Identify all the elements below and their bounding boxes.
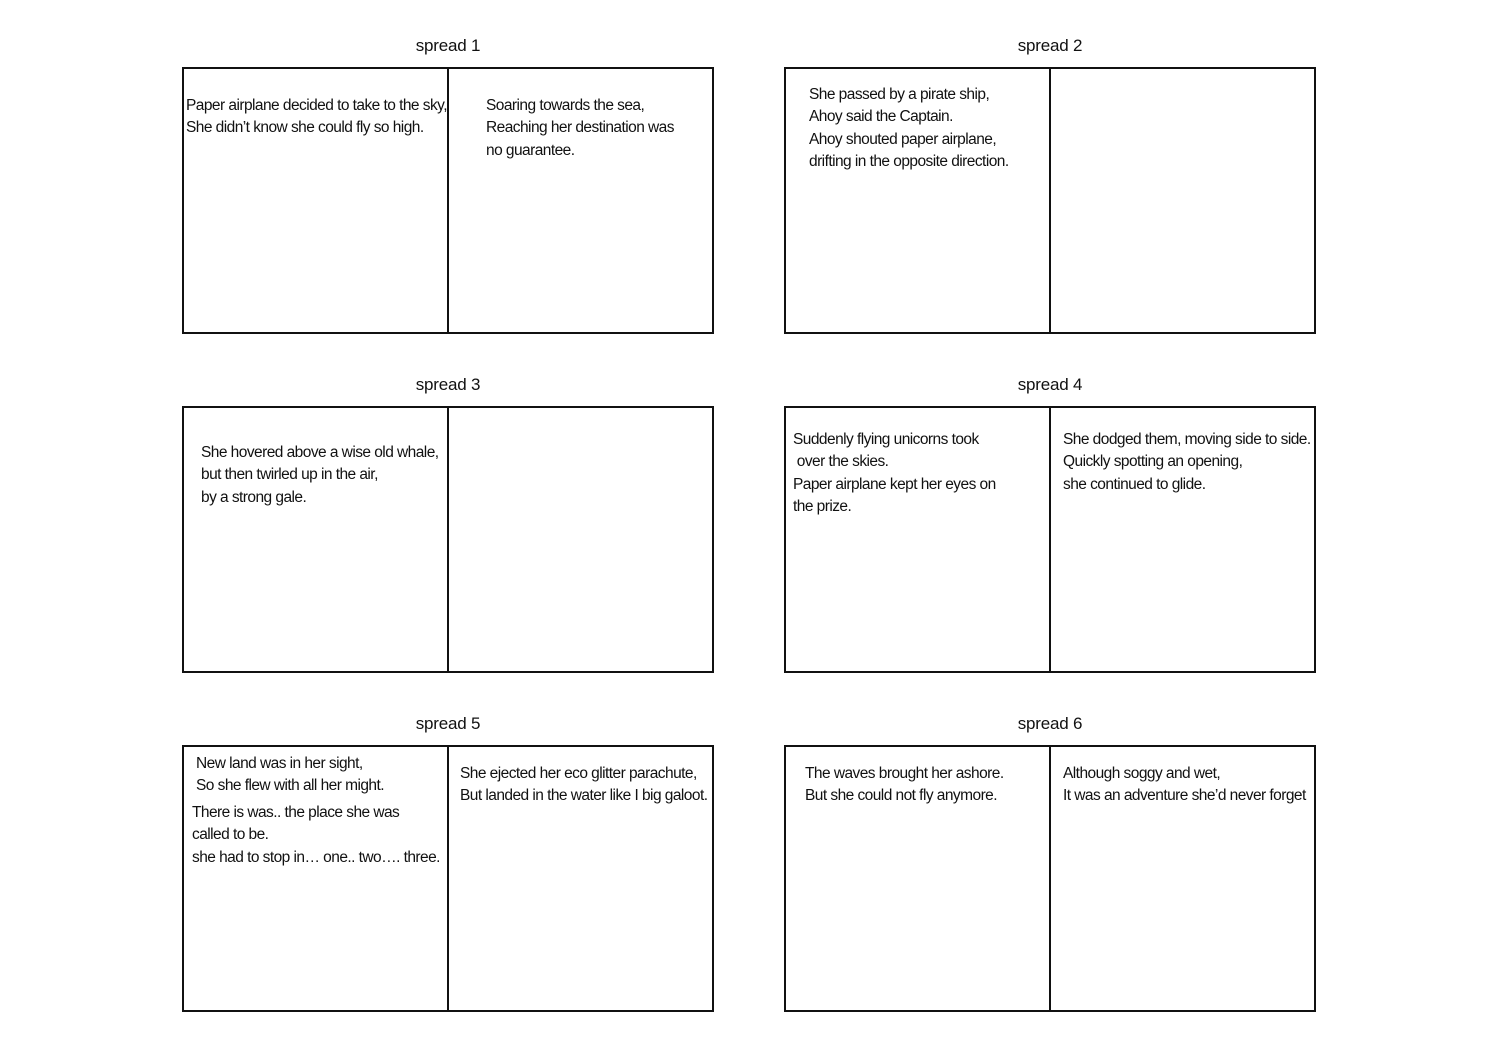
text-line: Although soggy and wet, [1063, 765, 1221, 782]
text-line: There is was.. the place she was [192, 804, 400, 821]
text-line: she continued to glide. [1063, 475, 1206, 493]
page-text [201, 442, 439, 509]
page-text [805, 763, 1004, 808]
text-line: drifting in the opposite direction. [809, 152, 1009, 170]
text-line: Quickly spotting an opening, [1063, 453, 1243, 471]
spread-box [182, 67, 714, 334]
text-line: Paper airplane decided to take to the sky, [186, 97, 447, 114]
spread-box [784, 406, 1316, 673]
left-page [786, 69, 1051, 332]
right-page [1051, 747, 1314, 1010]
left-page [184, 747, 449, 1010]
text-line: She ejected her eco glitter parachute, [460, 765, 697, 782]
left-page [184, 408, 449, 671]
text-line: She passed by a pirate ship, [809, 86, 990, 103]
text-line: But landed in the water like I big galoot. [460, 787, 708, 805]
right-page [449, 408, 712, 671]
page-text [1063, 763, 1306, 808]
text-line: She didn’t know she could fly so high. [186, 119, 424, 137]
left-page [786, 747, 1051, 1010]
spread-title: spread 1 [415, 36, 481, 55]
text-line: she had to stop in… one.. two…. three. [192, 848, 440, 866]
spread-box [784, 67, 1316, 334]
right-page [1051, 408, 1314, 671]
spread-title: spread 5 [415, 714, 481, 733]
spread-box [182, 745, 714, 1012]
page-text [809, 84, 1009, 173]
text-line: So she flew with all her might. [196, 777, 384, 795]
text-line: It was an adventure she’d never forget [1063, 787, 1306, 805]
right-page [449, 69, 712, 332]
page-text [192, 802, 440, 869]
text-line: Reaching her destination was [486, 119, 674, 137]
page-text [793, 429, 996, 518]
page-text [486, 95, 674, 162]
spread-box [784, 745, 1316, 1012]
text-line: Ahoy said the Captain. [809, 108, 953, 126]
spread-title: spread 3 [415, 375, 481, 394]
text-line: Ahoy shouted paper airplane, [809, 130, 997, 148]
text-line: the prize. [793, 497, 852, 515]
spread-box [182, 406, 714, 673]
page-text [460, 763, 707, 808]
spread-title: spread 2 [1017, 36, 1083, 55]
text-line: by a strong gale. [201, 488, 307, 506]
spread-title: spread 6 [1017, 714, 1083, 733]
page-text [1063, 429, 1311, 496]
left-page [786, 408, 1051, 671]
right-page [449, 747, 712, 1010]
text-line: Paper airplane kept her eyes on [793, 475, 996, 493]
page-text [186, 95, 447, 140]
text-line: She hovered above a wise old whale, [201, 444, 439, 461]
text-line: over the skies. [793, 453, 889, 471]
text-line: no guarantee. [486, 141, 575, 159]
spread-title: spread 4 [1017, 375, 1083, 394]
text-line: She dodged them, moving side to side. [1063, 431, 1311, 448]
left-page [184, 69, 449, 332]
text-line: The waves brought her ashore. [805, 765, 1004, 782]
right-page [1051, 69, 1314, 332]
page-text [196, 753, 384, 798]
text-line: Suddenly flying unicorns took [793, 431, 979, 448]
text-line: New land was in her sight, [196, 755, 363, 772]
text-line: But she could not fly anymore. [805, 787, 998, 805]
text-line: called to be. [192, 826, 269, 844]
text-line: Soaring towards the sea, [486, 97, 645, 114]
text-line: but then twirled up in the air, [201, 466, 378, 484]
